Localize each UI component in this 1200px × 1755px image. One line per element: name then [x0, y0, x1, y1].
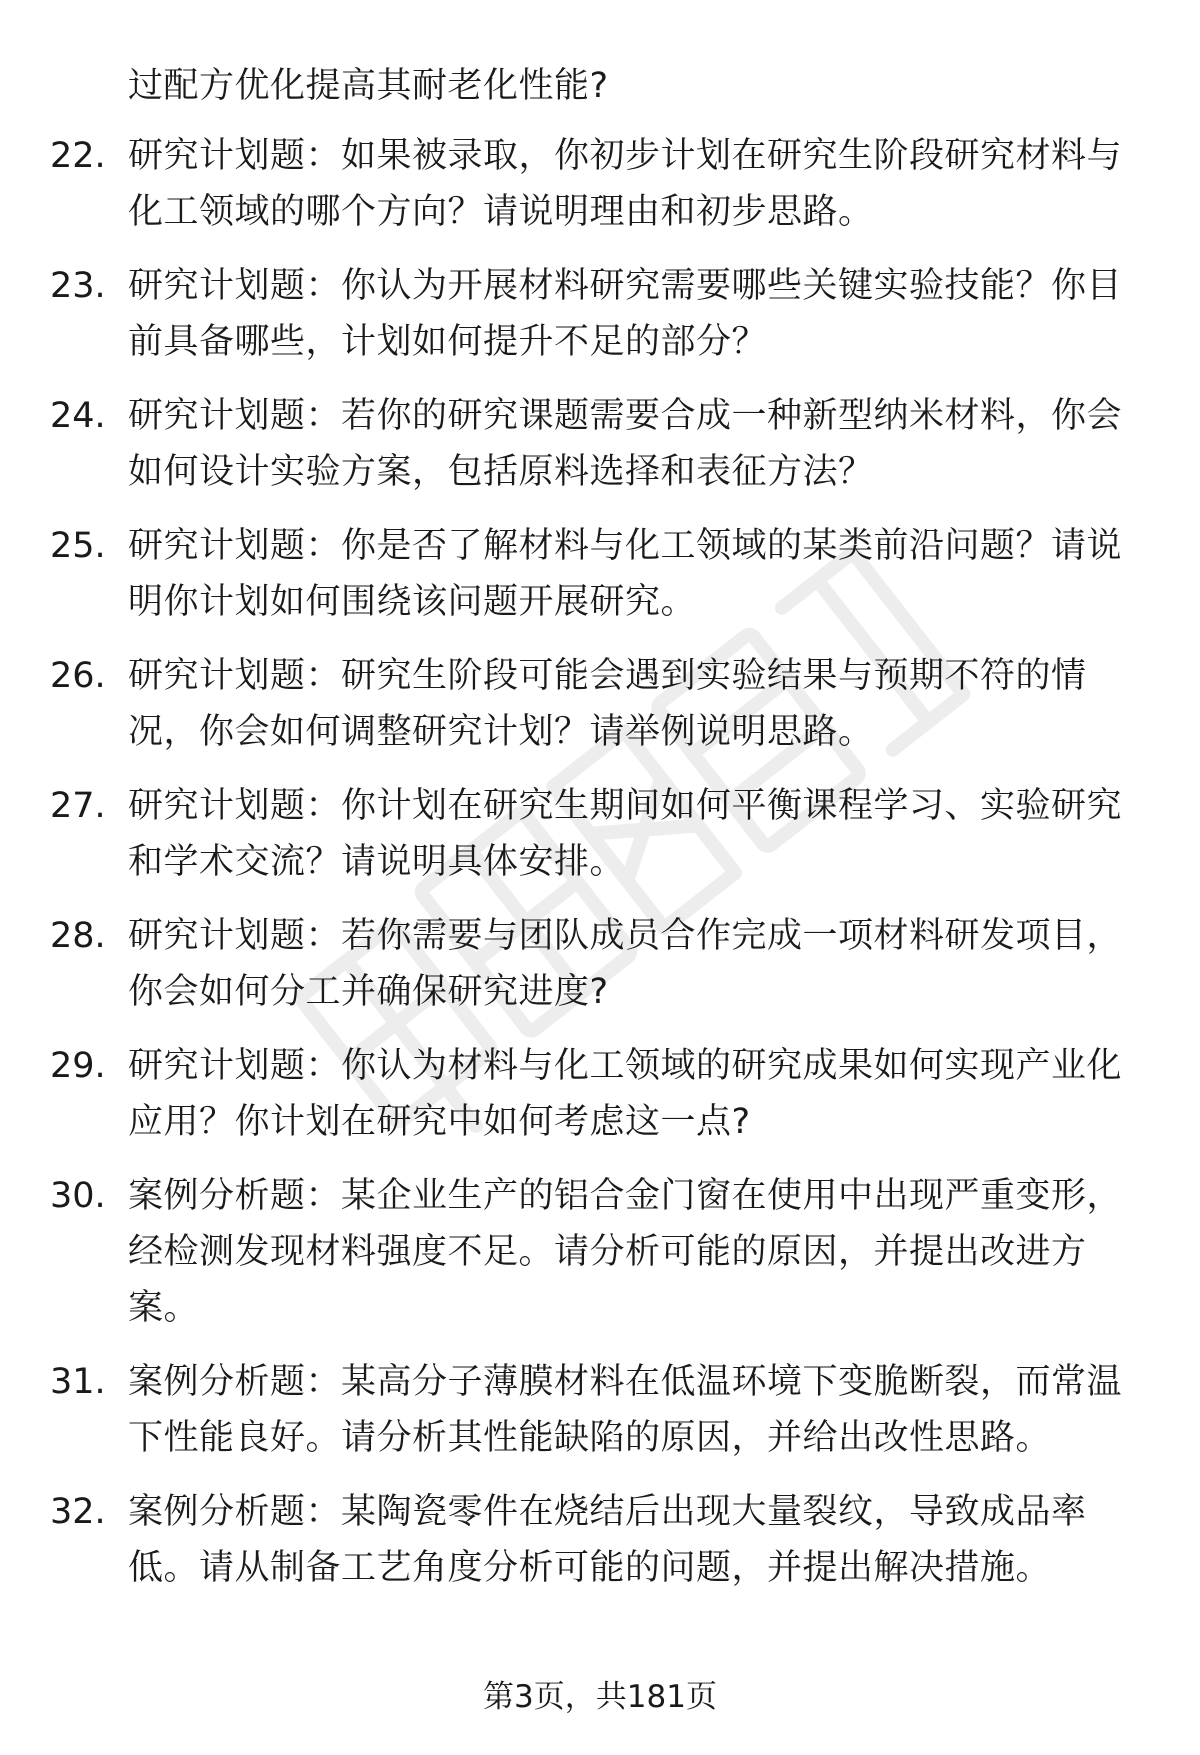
- question-number: 31.: [50, 1362, 106, 1402]
- question-text: 研究计划题：你认为材料与化工领域的研究成果如何实现产业化应用？你计划在研究中如何考虑这一点?: [128, 1046, 1123, 1142]
- question-number: 26.: [50, 656, 106, 696]
- question-text: 研究计划题：研究生阶段可能会遇到实验结果与预期不符的情况，你会如何调整研究计划？请举例说明思路。: [128, 656, 1087, 752]
- question-text: 研究计划题：你是否了解材料与化工领域的某类前沿问题？请说明你计划如何围绕该问题开展研究。: [128, 526, 1123, 622]
- question-number: 29.: [50, 1046, 106, 1086]
- question-number: 25.: [50, 526, 106, 566]
- question-text: 研究计划题：你认为开展材料研究需要哪些关键实验技能？你目前具备哪些，计划如何提升不足的部分？: [128, 266, 1123, 362]
- question-number: 28.: [50, 916, 106, 956]
- question-text: 研究计划题：你计划在研究生期间如何平衡课程学习、实验研究和学术交流？请说明具体安排。: [128, 786, 1123, 882]
- page-footer: 第3页，共181页: [483, 1679, 717, 1715]
- question-number: 23.: [50, 266, 106, 306]
- question-text: 案例分析题：某高分子薄膜材料在低温环境下变脆断裂，而常温下性能良好。请分析其性能缺陷的原因，并给出改性思路。: [128, 1362, 1123, 1458]
- question-text: 研究计划题：如果被录取，你初步计划在研究生阶段研究材料与化工领域的哪个方向？请说明理由和初步思路。: [128, 136, 1123, 232]
- question-number: 32.: [50, 1492, 106, 1532]
- question-text: 案例分析题：某企业生产的铝合金门窗在使用中出现严重变形，经检测发现材料强度不足。请分析可能的原因，并提出改进方案。: [128, 1176, 1123, 1328]
- question-number: 27.: [50, 786, 106, 826]
- continuation-text: 过配方优化提高其耐老化性能?: [128, 66, 609, 106]
- question-text: 研究计划题：若你的研究课题需要合成一种新型纳米材料，你会如何设计实验方案，包括原料选择和表征方法？: [128, 396, 1123, 492]
- question-text: 案例分析题：某陶瓷零件在烧结后出现大量裂纹，导致成品率低。请从制备工艺角度分析可能的问题，并提出解决措施。: [128, 1492, 1087, 1588]
- question-number: 24.: [50, 396, 106, 436]
- question-number: 22.: [50, 136, 106, 176]
- question-number: 30.: [50, 1176, 106, 1216]
- question-text: 研究计划题：若你需要与团队成员合作完成一项材料研发项目，你会如何分工并确保研究进度?: [128, 916, 1123, 1012]
